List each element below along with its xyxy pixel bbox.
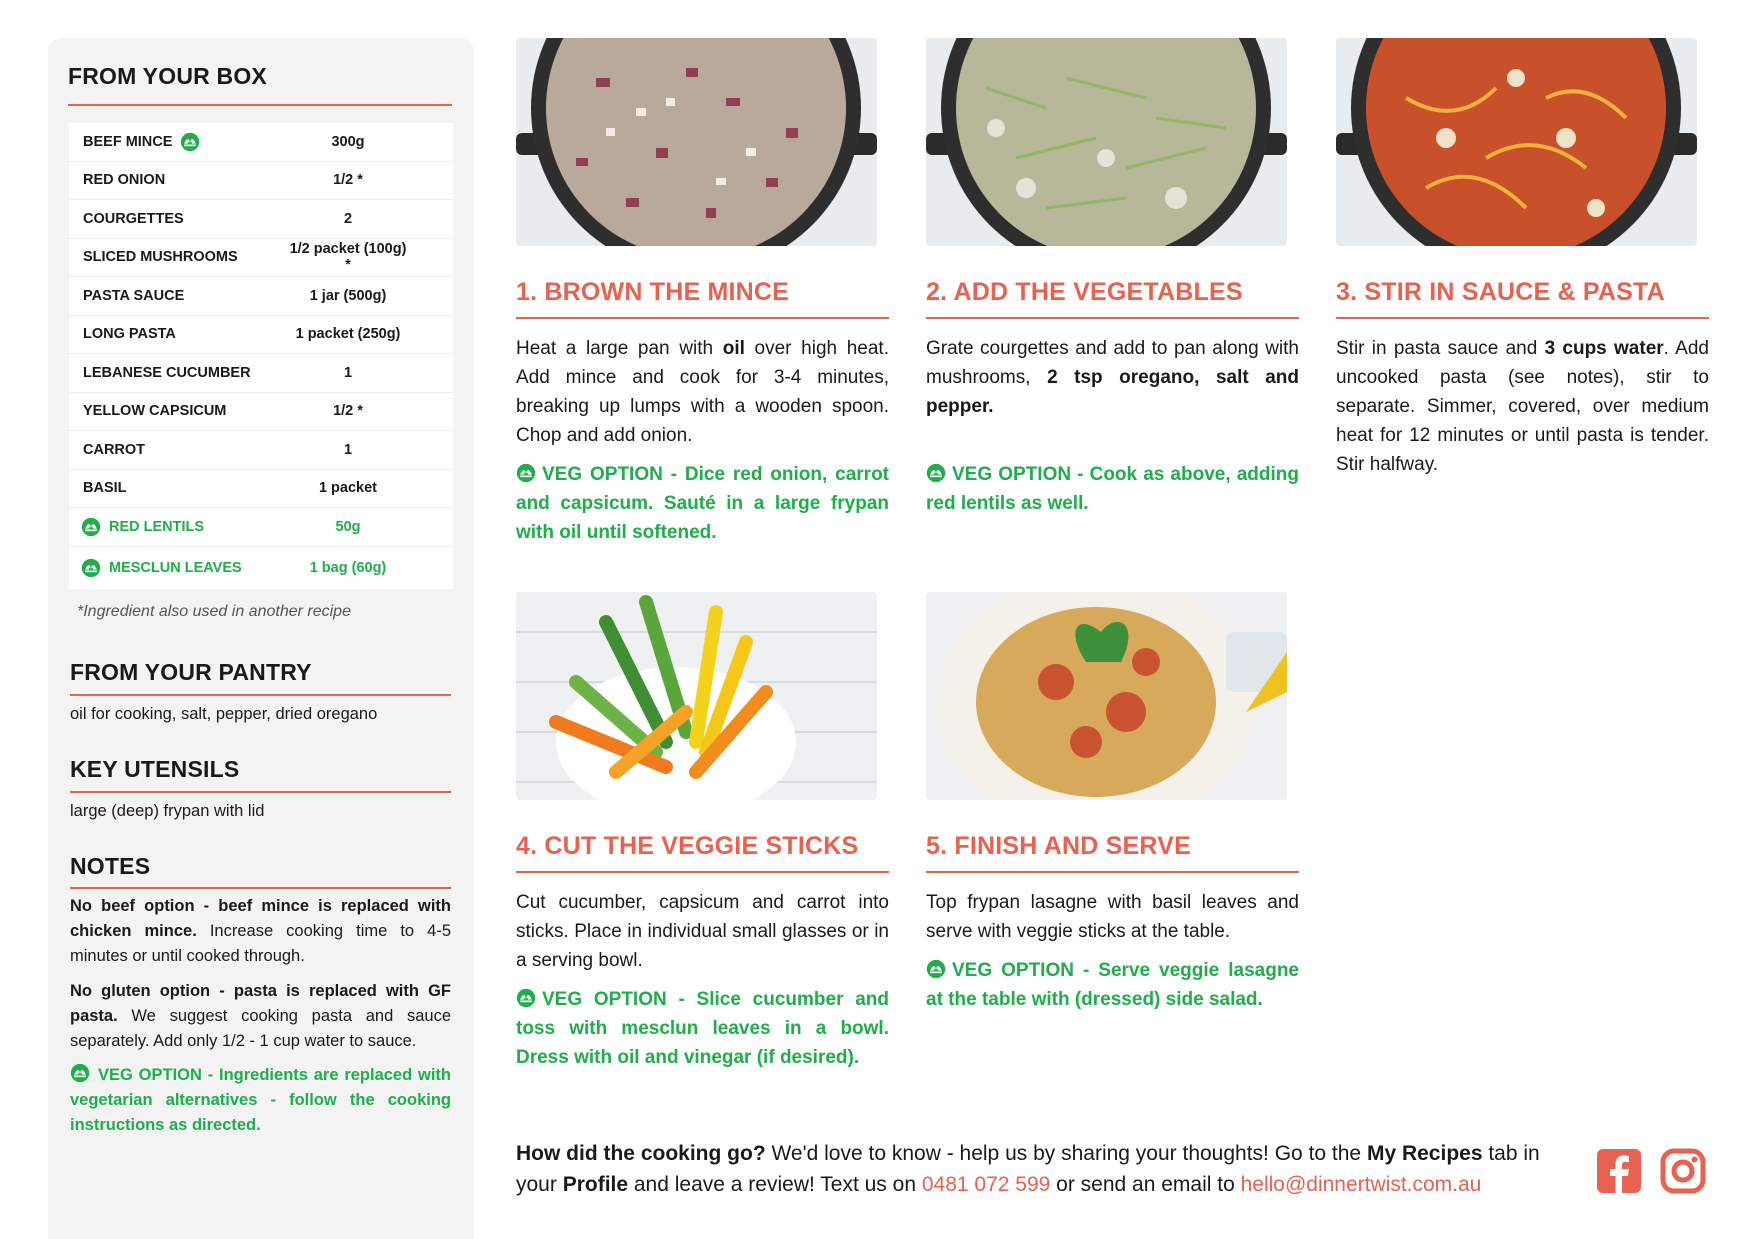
step-text: Grate courgettes and add to pan along with mushrooms, — [926, 338, 1299, 388]
step-text: over high heat. Add mince and cook for 3-4 minutes, breaking up lumps with a wooden spoon. Chop and add onion. — [516, 338, 889, 446]
ingredient-row — [69, 200, 453, 239]
ingredient-qty: 50g — [335, 518, 361, 535]
veg-text: VEG OPTION - Slice cucumber and toss with mesclun leaves in a bowl. Dress with oil and vinegar (if desired). — [516, 989, 889, 1068]
veg-text: VEG OPTION - Dice red onion, carrot and capsicum. Sauté in a large frypan with oil until softened. — [516, 464, 889, 543]
ingredient-row — [69, 470, 453, 509]
my-recipes-link[interactable]: My Recipes — [1366, 1142, 1483, 1165]
ingredient-row — [69, 123, 453, 162]
footer-question: How did the cooking go? — [516, 1142, 766, 1165]
ingredient-qty: 1/2 packet (100g) * — [289, 241, 407, 274]
note-veg-text: VEG OPTION - Ingredients are replaced with vegetarian alternatives - follow the cooking instructions as directed. — [70, 1066, 451, 1134]
leaf-icon — [81, 558, 101, 578]
step-1-rule — [516, 317, 889, 319]
ingredient-row — [69, 316, 453, 355]
ingredient-qty: 1 jar (500g) — [309, 287, 387, 304]
from-your-box-title: FROM YOUR BOX — [68, 63, 267, 89]
box-ingredients-table — [69, 123, 453, 589]
note-text: Increase cooking time to 4-5 minutes or until cooked through. — [70, 922, 451, 965]
facebook-icon[interactable] — [1596, 1148, 1642, 1194]
profile-link[interactable]: Profile — [562, 1173, 629, 1196]
note-text: We suggest cooking pasta and sauce separately. Add only 1/2 - 1 cup water to sauce. — [70, 1007, 451, 1050]
ingredient-name: COURGETTES — [83, 210, 184, 227]
ingredient-qty: 1 packet — [318, 480, 378, 497]
ingredients-panel — [48, 38, 474, 1239]
feedback-footer — [516, 1138, 1566, 1200]
leaf-icon — [70, 1063, 90, 1083]
footnote: *Ingredient also used in another recipe — [77, 603, 351, 620]
step-text: . Add uncooked pasta (see notes), stir to separate. Simmer, covered, over medium heat for 12 minutes or until pasta is tender. Stir halfway. — [1336, 338, 1709, 475]
ingredient-row — [69, 393, 453, 432]
ingredient-row — [69, 277, 453, 316]
step-5-veg-option — [926, 956, 1299, 1014]
step-1-title: 1. BROWN THE MINCE — [516, 278, 790, 306]
ingredient-name: CARROT — [83, 441, 146, 458]
ingredient-qty: 300g — [331, 133, 365, 150]
ingredient-row — [69, 239, 453, 278]
step-bold: 2 tsp oregano, salt and pepper. — [926, 367, 1299, 417]
leaf-icon — [180, 132, 200, 152]
step-3-photo — [1336, 38, 1697, 246]
ingredient-qty: 1/2 * — [333, 172, 363, 189]
notes-rule — [70, 887, 451, 889]
step-1-photo — [516, 38, 877, 246]
utensils-text: large (deep) frypan with lid — [70, 802, 265, 820]
ingredient-name: LONG PASTA — [83, 326, 176, 343]
phone-link[interactable]: 0481 072 599 — [921, 1173, 1051, 1196]
note-no-gluten — [70, 979, 451, 1054]
note-bold: No gluten option - pasta is replaced with GF pasta. — [70, 982, 451, 1025]
step-text: Heat a large pan with — [516, 338, 723, 359]
utensils-title: KEY UTENSILS — [70, 756, 240, 782]
veg-text: VEG OPTION - Serve veggie lasagne at the table with (dressed) side salad. — [926, 960, 1299, 1010]
pantry-rule — [70, 694, 451, 696]
ingredient-name: MESCLUN LEAVES — [109, 559, 242, 576]
step-2-veg-option — [926, 460, 1299, 518]
footer-text: We'd love to know - help us by sharing your thoughts! Go to the — [765, 1142, 1367, 1165]
ingredient-row — [69, 354, 453, 393]
step-2-photo — [926, 38, 1287, 246]
step-1-body — [516, 334, 889, 450]
ingredient-name: PASTA SAUCE — [83, 287, 185, 304]
footer-text: tab in your — [516, 1142, 1540, 1196]
ingredient-qty: 1/2 * — [333, 403, 363, 420]
notes-title: NOTES — [70, 853, 151, 879]
leaf-icon — [516, 463, 536, 483]
step-bold: oil — [722, 338, 745, 359]
ingredient-qty: 1 — [343, 441, 353, 458]
note-veg-option — [70, 1063, 451, 1138]
step-4-title: 4. CUT THE VEGGIE STICKS — [516, 832, 859, 860]
utensils-rule — [70, 791, 451, 793]
ingredient-row — [69, 431, 453, 470]
ingredient-name: RED LENTILS — [109, 518, 205, 535]
leaf-icon — [516, 988, 536, 1008]
ingredient-qty: 1 — [343, 364, 353, 381]
instagram-icon[interactable] — [1660, 1148, 1706, 1194]
step-4-body: Cut cucumber, capsicum and carrot into sticks. Place in individual small glasses or in a serving bowl. — [516, 892, 889, 971]
step-2-body — [926, 334, 1299, 421]
leaf-icon — [926, 463, 946, 483]
ingredient-name: LEBANESE CUCUMBER — [83, 364, 251, 381]
ingredient-qty: 1 bag (60g) — [309, 559, 387, 576]
box-title-rule — [68, 104, 452, 106]
leaf-icon — [81, 517, 101, 537]
ingredient-name: RED ONION — [83, 172, 166, 189]
step-4-photo — [516, 592, 877, 800]
pantry-text: oil for cooking, salt, pepper, dried oregano — [70, 705, 378, 723]
veg-text: VEG OPTION - Cook as above, adding red lentils as well. — [926, 464, 1299, 514]
step-1-veg-option — [516, 460, 889, 547]
ingredient-name: BEEF MINCE — [83, 133, 173, 150]
step-5-photo — [926, 592, 1287, 800]
step-2-rule — [926, 317, 1299, 319]
ingredient-name: SLICED MUSHROOMS — [83, 249, 238, 266]
ingredient-qty: 1 packet (250g) — [295, 326, 401, 343]
veg-ingredient-row — [69, 508, 453, 547]
ingredient-qty: 2 — [343, 210, 353, 227]
step-text: Stir in pasta sauce and — [1336, 338, 1545, 359]
footer-text: or send an email to — [1050, 1173, 1241, 1196]
step-3-title: 3. STIR IN SAUCE & PASTA — [1336, 278, 1665, 306]
step-5-title: 5. FINISH AND SERVE — [926, 832, 1191, 860]
pantry-title: FROM YOUR PANTRY — [70, 659, 312, 685]
footer-text: and leave a review! Text us on — [628, 1173, 922, 1196]
step-4-veg-option — [516, 985, 889, 1072]
step-3-body — [1336, 334, 1709, 479]
step-3-rule — [1336, 317, 1709, 319]
note-bold: No beef option - beef mince is replaced with chicken mince. — [70, 897, 451, 940]
step-4-rule — [516, 871, 889, 873]
veg-ingredient-row — [69, 547, 453, 589]
ingredient-name: BASIL — [83, 480, 127, 497]
ingredient-row — [69, 162, 453, 201]
step-2-title: 2. ADD THE VEGETABLES — [926, 278, 1243, 306]
email-link[interactable]: hello@dinnertwist.com.au — [1240, 1173, 1482, 1196]
step-bold: 3 cups water — [1544, 338, 1664, 359]
ingredient-name: YELLOW CAPSICUM — [83, 403, 227, 420]
note-no-beef — [70, 894, 451, 969]
leaf-icon — [926, 959, 946, 979]
step-5-body: Top frypan lasagne with basil leaves and serve with veggie sticks at the table. — [926, 892, 1299, 942]
step-5-rule — [926, 871, 1299, 873]
